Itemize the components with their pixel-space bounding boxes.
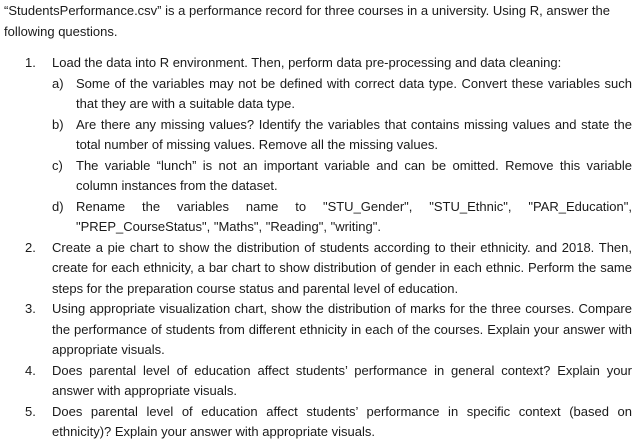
question-3 bbox=[4, 299, 632, 361]
sub-question-letter: d) bbox=[52, 198, 64, 214]
question-2 bbox=[4, 238, 632, 300]
question-5 bbox=[4, 402, 632, 443]
sub-question-a bbox=[52, 74, 632, 115]
question-number: 3. bbox=[25, 301, 36, 316]
question-number: 4. bbox=[25, 362, 36, 378]
sub-question-c bbox=[52, 156, 632, 197]
sub-question-letter: a) bbox=[52, 75, 64, 91]
question-number: 1. bbox=[25, 55, 36, 70]
question-text: Using appropriate visualization chart, show the distribution of marks for the three courses. Compare the performance of students from different ethnicity in each of the courses. Explain your answer with appropriate visuals. bbox=[52, 301, 632, 357]
sub-question-letter: b) bbox=[52, 116, 64, 132]
question-1 bbox=[4, 53, 632, 238]
sub-question-text: Are there any missing values? Identify the variables that contains missing values and state the total number of missing values. Remove all the missing values. bbox=[76, 116, 632, 152]
question-text: Create a pie chart to show the distribution of students according to their ethnicity. and 2018. Then, create for each ethnicity, a bar chart to show distribution of gender in each ethnic. Perform the same steps for the preparation course status and parental level of education. bbox=[52, 239, 632, 296]
sub-question-text: Some of the variables may not be defined with correct data type. Convert these variables such that they are with a suitable data type. bbox=[76, 75, 632, 111]
question-number: 2. bbox=[25, 239, 36, 255]
question-text: Load the data into R environment. Then, perform data pre-processing and data cleaning: bbox=[52, 55, 562, 70]
question-text: Does parental level of education affect students’ performance in specific context (based on ethnicity)? Explain your answer with appropriate visuals. bbox=[52, 403, 632, 439]
question-4 bbox=[4, 361, 632, 402]
sub-question-b bbox=[52, 115, 632, 156]
intro-paragraph: “StudentsPerformance.csv” is a performance record for three courses in a university. Using R, answer the following questions. bbox=[4, 3, 610, 39]
question-number: 5. bbox=[25, 403, 36, 419]
sub-question-d bbox=[52, 197, 632, 238]
sub-question-text: The variable “lunch” is not an important variable and can be omitted. Remove this variable column instances from the dataset. bbox=[76, 157, 632, 193]
question-text: Does parental level of education affect students’ performance in general context? Explain your answer with appropriate visuals. bbox=[52, 362, 632, 398]
sub-question-letter: c) bbox=[52, 157, 63, 173]
sub-question-text: Rename the variables name to "STU_Gender", "STU_Ethnic", "PAR_Education", "PREP_CourseStatus", "Maths", "Reading", "writing". bbox=[76, 198, 632, 234]
